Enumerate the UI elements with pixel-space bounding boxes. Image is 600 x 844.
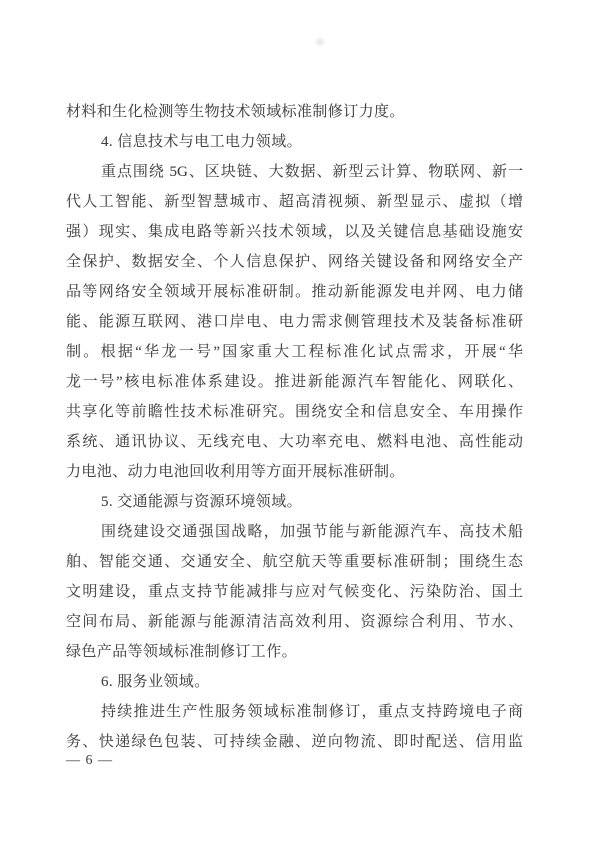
text-line: 围绕建设交通强国战略，加强节能与新能源汽车、高技术船: [101, 524, 523, 540]
text-line: 重点围绕 5G、区块链、大数据、新型云计算、物联网、新一: [101, 164, 523, 180]
text-line: 共享化等前瞻性技术标准研究。围绕安全和信息安全、车用操作: [66, 404, 523, 420]
text-line: 龙一号”核电标准体系建设。推进新能源汽车智能化、网联化、: [66, 374, 523, 390]
text-line: 持续推进生产性服务领域标准制修订，重点支持跨境电子商: [101, 704, 523, 720]
scan-artifact-dot: [316, 39, 324, 45]
document-text-body: [66, 97, 523, 757]
text-line: 力电池、动力电池回收利用等方面开展标准研制。: [66, 464, 405, 480]
text-line: 绿色产品等领域标准制修订工作。: [66, 644, 298, 660]
text-line: 舶、智能交通、交通安全、航空航天等重要标准研制；围绕生态: [66, 554, 523, 570]
page-number: — 6 —: [66, 753, 113, 768]
text-line: 务、快递绿色包装、可持续金融、逆向物流、即时配送、信用监: [66, 734, 523, 750]
text-line: 制。根据“华龙一号”国家重大工程标准化试点需求，开展“华: [66, 344, 523, 360]
text-line: 全保护、数据安全、个人信息保护、网络关键设备和网络安全产: [66, 254, 523, 270]
section-heading: 4. 信息技术与电工电力领域。: [101, 134, 303, 150]
text-line: 空间布局、新能源与能源清洁高效利用、资源综合利用、节水、: [66, 614, 523, 630]
text-line: 强）现实、集成电路等新兴技术领域，以及关键信息基础设施安: [66, 224, 523, 240]
section-heading: 6. 服务业领域。: [101, 674, 210, 690]
text-line: 代人工智能、新型智慧城市、超高清视频、新型显示、虚拟（增: [66, 194, 523, 210]
text-line: 材料和生化检测等生物技术领域标准制修订力度。: [66, 104, 405, 120]
text-line: 文明建设，重点支持节能减排与应对气候变化、污染防治、国土: [66, 584, 523, 600]
text-line: 能、能源互联网、港口岸电、电力需求侧管理技术及装备标准研: [66, 314, 523, 330]
section-heading: 5. 交通能源与资源环境领域。: [101, 494, 303, 510]
text-line: 系统、通讯协议、无线充电、大功率充电、燃料电池、高性能动: [66, 434, 523, 450]
text-line: 品等网络安全领域开展标准研制。推动新能源发电并网、电力储: [66, 284, 523, 300]
